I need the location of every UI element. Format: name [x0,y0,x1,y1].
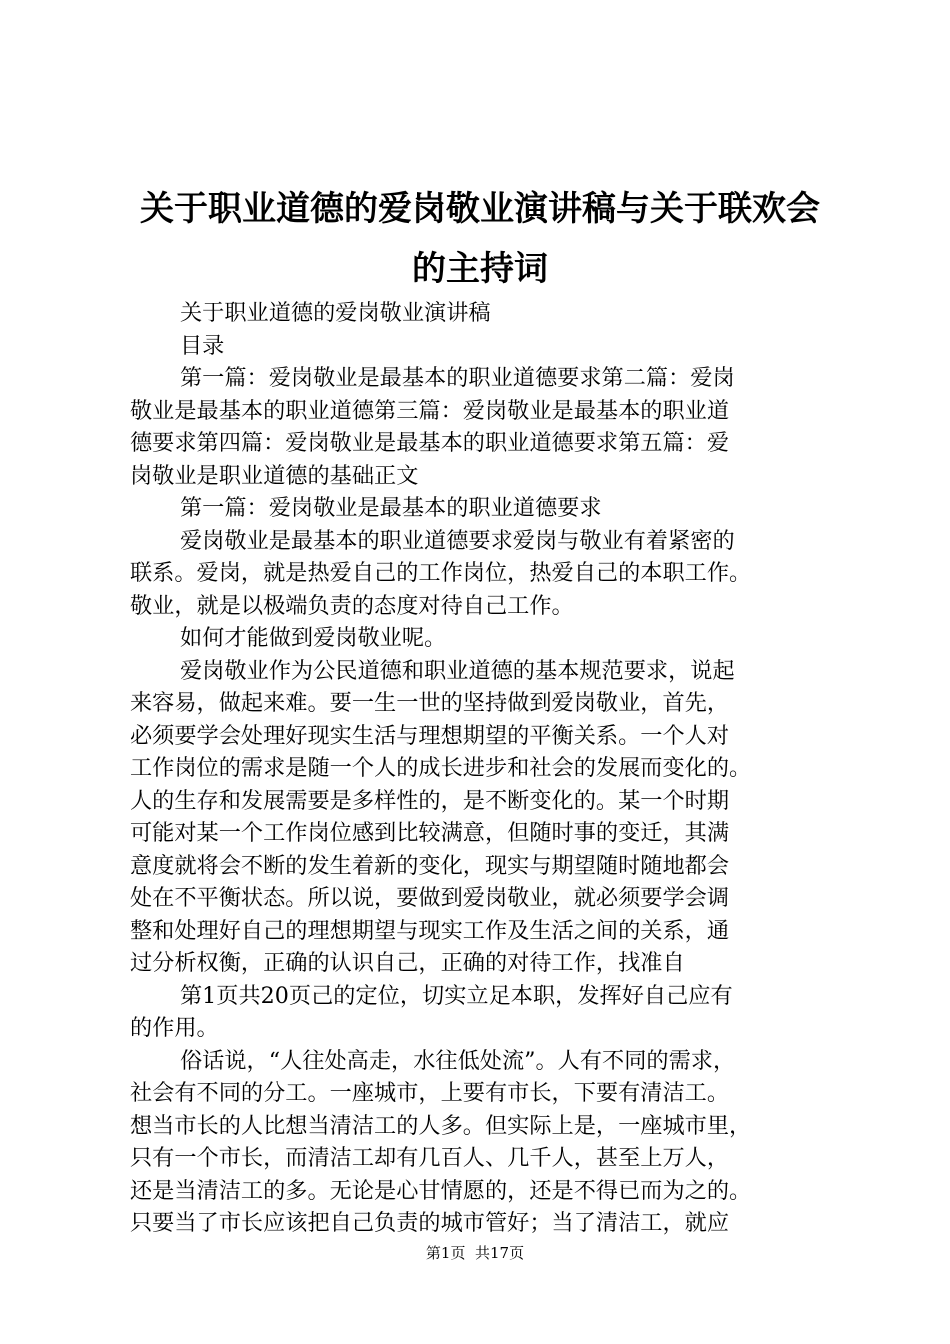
paragraph-line: 只要当了市长应该把自己负责的城市管好；当了清洁工，就应 [130,1210,730,1236]
paragraph-line: 爱岗敬业是最基本的职业道德要求爱岗与敬业有着紧密的 [180,527,735,554]
paragraph-line: 联系。爱岗，就是热爱自己的工作岗位，热爱自己的本职工作。 [130,560,752,586]
document-title-line-1: 关于职业道德的爱岗敬业演讲稿与关于联欢会 [140,189,820,229]
paragraph-line: 第1页共20页己的定位，切实立足本职，发挥好自己应有 [180,982,733,1009]
toc-line: 敬业是最基本的职业道德第三篇：爱岗敬业是最基本的职业道 [130,397,730,424]
toc-line: 岗敬业是职业道德的基础正文 [130,462,419,489]
section-heading: 关于职业道德的爱岗敬业演讲稿 [180,300,491,326]
paragraph-line: 可能对某一个工作岗位感到比较满意，但随时事的变迁，其满 [130,820,730,846]
paragraph-line: 爱岗敬业作为公民道德和职业道德的基本规范要求，说起 [180,657,735,684]
paragraph-line: 必须要学会处理好现实生活与理想期望的平衡关系。一个人对 [130,722,730,749]
paragraph-line: 只有一个市长，而清洁工却有几百人、几千人，甚至上万人， [130,1145,730,1171]
paragraph-line: 想当市长的人比想当清洁工的人多。但实际上是，一座城市里， [130,1112,752,1139]
chapter-heading: 第一篇：爱岗敬业是最基本的职业道德要求 [180,495,602,521]
paragraph-line: 处在不平衡状态。所以说，要做到爱岗敬业，就必须要学会调 [130,885,730,911]
paragraph-line: 的作用。 [130,1015,219,1041]
paragraph-line: 社会有不同的分工。一座城市，上要有市长，下要有清洁工。 [130,1080,730,1106]
toc-line: 第一篇：爱岗敬业是最基本的职业道德要求第二篇：爱岗 [180,365,735,391]
paragraph-line: 俗话说，“人往处高走，水往低处流”。人有不同的需求， [180,1047,736,1074]
paragraph-line: 意度就将会不断的发生着新的变化，现实与期望随时随地都会 [130,852,730,879]
paragraph-line: 如何才能做到爱岗敬业呢。 [180,625,447,651]
paragraph-line: 工作岗位的需求是随一个人的成长进步和社会的发展而变化的。 [130,755,752,781]
paragraph-line: 整和处理好自己的理想期望与现实工作及生活之间的关系，通 [130,917,730,944]
paragraph-line: 还是当清洁工的多。无论是心甘情愿的，还是不得已而为之的。 [130,1177,752,1204]
page-footer: 第1页 共17页 [425,1244,525,1262]
document-title-line-2: 的主持词 [412,249,548,289]
paragraph-line: 来容易，做起来难。要一生一世的坚持做到爱岗敬业，首先， [130,690,730,716]
paragraph-line: 敬业，就是以极端负责的态度对待自己工作。 [130,592,574,619]
paragraph-line: 人的生存和发展需要是多样性的，是不断变化的。某一个时期 [130,787,730,814]
toc-heading: 目录 [180,332,225,359]
toc-line: 德要求第四篇：爱岗敬业是最基本的职业道德要求第五篇：爱 [130,430,730,456]
document-body [130,297,830,1240]
paragraph-line: 过分析权衡，正确的认识自己，正确的对待工作，找准自 [130,950,685,976]
